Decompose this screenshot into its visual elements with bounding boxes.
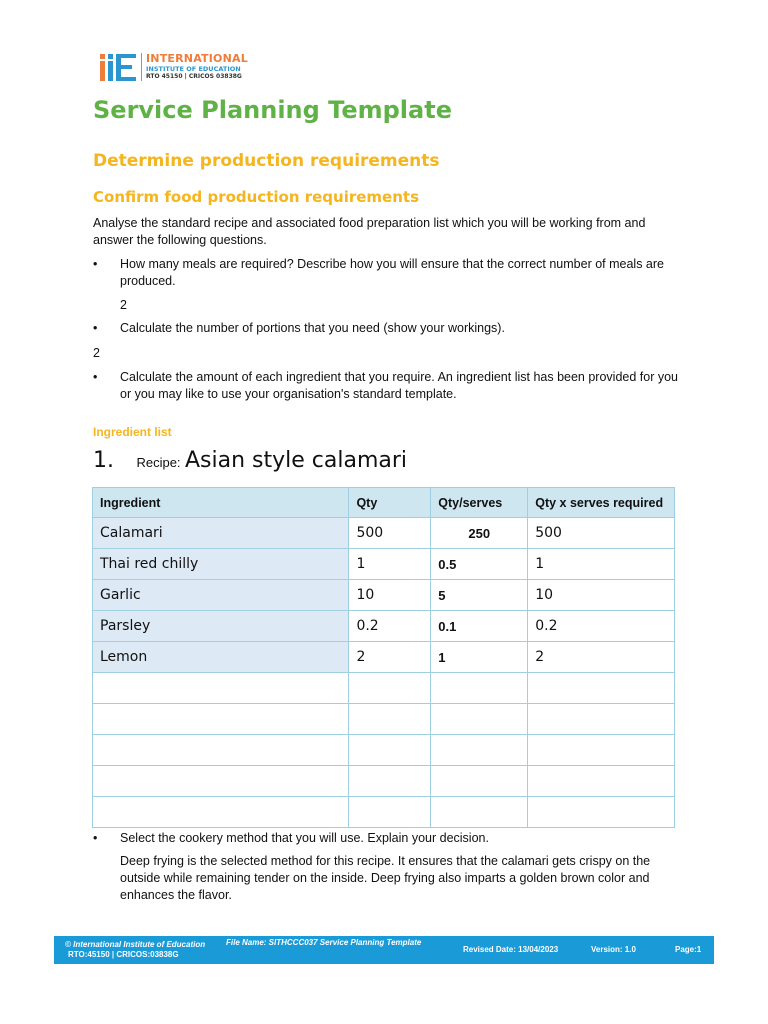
qty-cell[interactable]: 500 [349,518,431,549]
table-row [93,673,675,704]
question-3-text: Calculate the amount of each ingredient that you require. An ingredient list has been provided for you or you may like to use your organisation's standard template. [120,370,678,401]
page-footer [54,936,714,964]
footer-version: Version: 1.0 [591,945,636,954]
qty-cell[interactable] [349,704,431,735]
qty-serves-cell[interactable]: 1 [431,642,528,673]
bullet-1: • [93,257,98,271]
header-ingredient: Ingredient [93,488,349,518]
qty-cell[interactable]: 1 [349,549,431,580]
qty-cell[interactable] [349,766,431,797]
footer-file-name: File Name: SITHCCC037 Service Planning Template [226,938,422,947]
logo-line-1: INTERNATIONAL [146,52,248,65]
qty-serves-cell[interactable]: 0.5 [431,549,528,580]
subsection-heading: Confirm food production requirements [93,188,420,206]
qty-required-cell[interactable]: 1 [528,549,675,580]
table-row [93,580,675,611]
ingredient-cell[interactable] [93,673,349,704]
bullet-2: • [93,321,98,335]
qty-cell[interactable]: 0.2 [349,611,431,642]
logo-line-2: INSTITUTE OF EDUCATION [146,65,241,73]
qty-required-cell[interactable] [528,704,675,735]
recipe-number: 1. [93,448,114,473]
ingredient-cell[interactable] [93,766,349,797]
ingredient-cell[interactable]: Thai red chilly [93,549,349,580]
question-1-answer: 2 [120,298,127,312]
qty-serves-cell[interactable] [431,735,528,766]
header-qty: Qty [349,488,431,518]
table-row [93,766,675,797]
section-heading: Determine production requirements [93,151,440,171]
qty-required-cell[interactable]: 2 [528,642,675,673]
table-row [93,549,675,580]
footer-copyright: © International Institute of Education [65,940,206,949]
qty-serves-cell[interactable] [431,766,528,797]
question-1-text: How many meals are required? Describe how you will ensure that the correct number of meals are produced. [120,257,664,288]
qty-cell[interactable]: 2 [349,642,431,673]
footer-revised-date: Revised Date: 13/04/2023 [463,945,559,954]
ingredient-cell[interactable]: Parsley [93,611,349,642]
qty-required-cell[interactable] [528,735,675,766]
intro-paragraph: Analyse the standard recipe and associated food preparation list which you will be working from and answer the following questions. [93,216,646,247]
ingredient-cell[interactable]: Garlic [93,580,349,611]
qty-required-cell[interactable] [528,797,675,828]
header-qty-x-serves: Qty x serves required [528,488,675,518]
table-row [93,642,675,673]
qty-required-cell[interactable]: 10 [528,580,675,611]
ingredient-list-label: Ingredient list [93,425,172,439]
qty-required-cell[interactable] [528,673,675,704]
qty-required-cell[interactable]: 500 [528,518,675,549]
qty-cell[interactable]: 10 [349,580,431,611]
ingredient-cell[interactable]: Lemon [93,642,349,673]
qty-serves-cell[interactable]: 250 [431,518,528,549]
iie-logo-icon [99,52,139,82]
document-title: Service Planning Template [93,96,452,124]
qty-serves-cell[interactable] [431,797,528,828]
ingredient-cell[interactable] [93,735,349,766]
ingredient-cell[interactable]: Calamari [93,518,349,549]
qty-cell[interactable] [349,673,431,704]
recipe-label: Recipe: [136,455,181,470]
table-header-row [93,488,675,518]
method-question: Select the cookery method that you will use. Explain your decision. [120,831,489,845]
footer-page: Page:1 [675,945,702,954]
qty-required-cell[interactable] [528,766,675,797]
header-qty-serves: Qty/serves [431,488,528,518]
bullet-4: • [93,831,98,845]
logo-text [146,52,248,81]
table-row [93,611,675,642]
table-row [93,518,675,549]
method-answer: Deep frying is the selected method for this recipe. It ensures that the calamari gets crispy on the outside while remaining tender on the inside. Deep frying also imparts a golden brown color and enhances the flavor. [120,854,651,902]
qty-serves-cell[interactable] [431,704,528,735]
recipe-heading [93,448,407,473]
qty-cell[interactable] [349,735,431,766]
recipe-name: Asian style calamari [184,448,408,473]
qty-serves-cell[interactable]: 5 [431,580,528,611]
table-row [93,735,675,766]
question-2-text: Calculate the number of portions that you need (show your workings). [120,321,505,335]
qty-serves-cell[interactable]: 0.1 [431,611,528,642]
qty-serves-cell[interactable] [431,673,528,704]
logo-line-3: RTO 45150 | CRICOS 03838G [146,73,242,80]
qty-cell[interactable] [349,797,431,828]
qty-required-cell[interactable]: 0.2 [528,611,675,642]
ingredient-cell[interactable] [93,797,349,828]
logo-divider [141,53,142,81]
ingredient-table [92,487,675,828]
table-row [93,704,675,735]
question-2-answer: 2 [93,346,100,360]
table-row [93,797,675,828]
footer-rto: RTO:45150 | CRICOS:03838G [68,950,179,959]
institute-logo [99,52,249,84]
bullet-3: • [93,370,98,384]
ingredient-cell[interactable] [93,704,349,735]
